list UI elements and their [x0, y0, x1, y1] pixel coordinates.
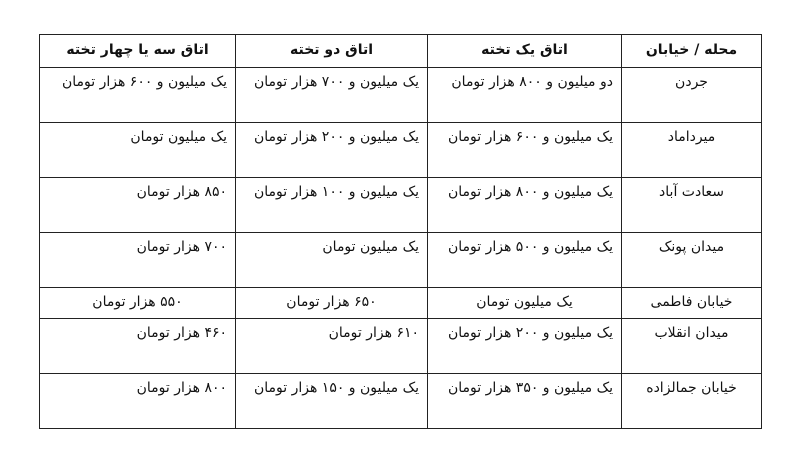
area-cell: میدان پونک	[622, 233, 762, 288]
three-four-bed-cell: ۵۵۰ هزار تومان	[40, 288, 236, 319]
table-row	[40, 123, 762, 178]
three-four-bed-cell: یک میلیون تومان	[40, 123, 236, 178]
area-cell: سعادت آباد	[622, 178, 762, 233]
two-bed-cell: یک میلیون و ۱۵۰ هزار تومان	[236, 374, 428, 429]
room-price-table	[39, 34, 762, 429]
one-bed-cell: یک میلیون و ۵۰۰ هزار تومان	[428, 233, 622, 288]
three-four-bed-cell: ۸۰۰ هزار تومان	[40, 374, 236, 429]
area-cell: میدان انقلاب	[622, 319, 762, 374]
price-table-container	[39, 34, 761, 429]
two-bed-cell: ۶۱۰ هزار تومان	[236, 319, 428, 374]
one-bed-cell: یک میلیون تومان	[428, 288, 622, 319]
one-bed-cell: یک میلیون و ۳۵۰ هزار تومان	[428, 374, 622, 429]
two-bed-cell: یک میلیون و ۲۰۰ هزار تومان	[236, 123, 428, 178]
three-four-bed-cell: ۷۰۰ هزار تومان	[40, 233, 236, 288]
two-bed-cell: ۶۵۰ هزار تومان	[236, 288, 428, 319]
two-bed-cell: یک میلیون و ۱۰۰ هزار تومان	[236, 178, 428, 233]
area-cell: جردن	[622, 68, 762, 123]
table-row	[40, 178, 762, 233]
two-bed-cell: یک میلیون تومان	[236, 233, 428, 288]
table-row	[40, 374, 762, 429]
two-bed-cell: یک میلیون و ۷۰۰ هزار تومان	[236, 68, 428, 123]
one-bed-cell: یک میلیون و ۲۰۰ هزار تومان	[428, 319, 622, 374]
header-two-bed: اتاق دو تخته	[236, 35, 428, 68]
three-four-bed-cell: ۸۵۰ هزار تومان	[40, 178, 236, 233]
one-bed-cell: دو میلیون و ۸۰۰ هزار تومان	[428, 68, 622, 123]
area-cell: خیابان جمالزاده	[622, 374, 762, 429]
header-one-bed: اتاق یک تخته	[428, 35, 622, 68]
table-row	[40, 68, 762, 123]
one-bed-cell: یک میلیون و ۸۰۰ هزار تومان	[428, 178, 622, 233]
header-three-four-bed: اتاق سه یا چهار تخته	[40, 35, 236, 68]
three-four-bed-cell: ۴۶۰ هزار تومان	[40, 319, 236, 374]
table-header-row	[40, 35, 762, 68]
area-cell: میرداماد	[622, 123, 762, 178]
header-area: محله / خیابان	[622, 35, 762, 68]
area-cell: خیابان فاطمی	[622, 288, 762, 319]
table-row	[40, 288, 762, 319]
three-four-bed-cell: یک میلیون و ۶۰۰ هزار تومان	[40, 68, 236, 123]
table-row	[40, 233, 762, 288]
one-bed-cell: یک میلیون و ۶۰۰ هزار تومان	[428, 123, 622, 178]
table-row	[40, 319, 762, 374]
